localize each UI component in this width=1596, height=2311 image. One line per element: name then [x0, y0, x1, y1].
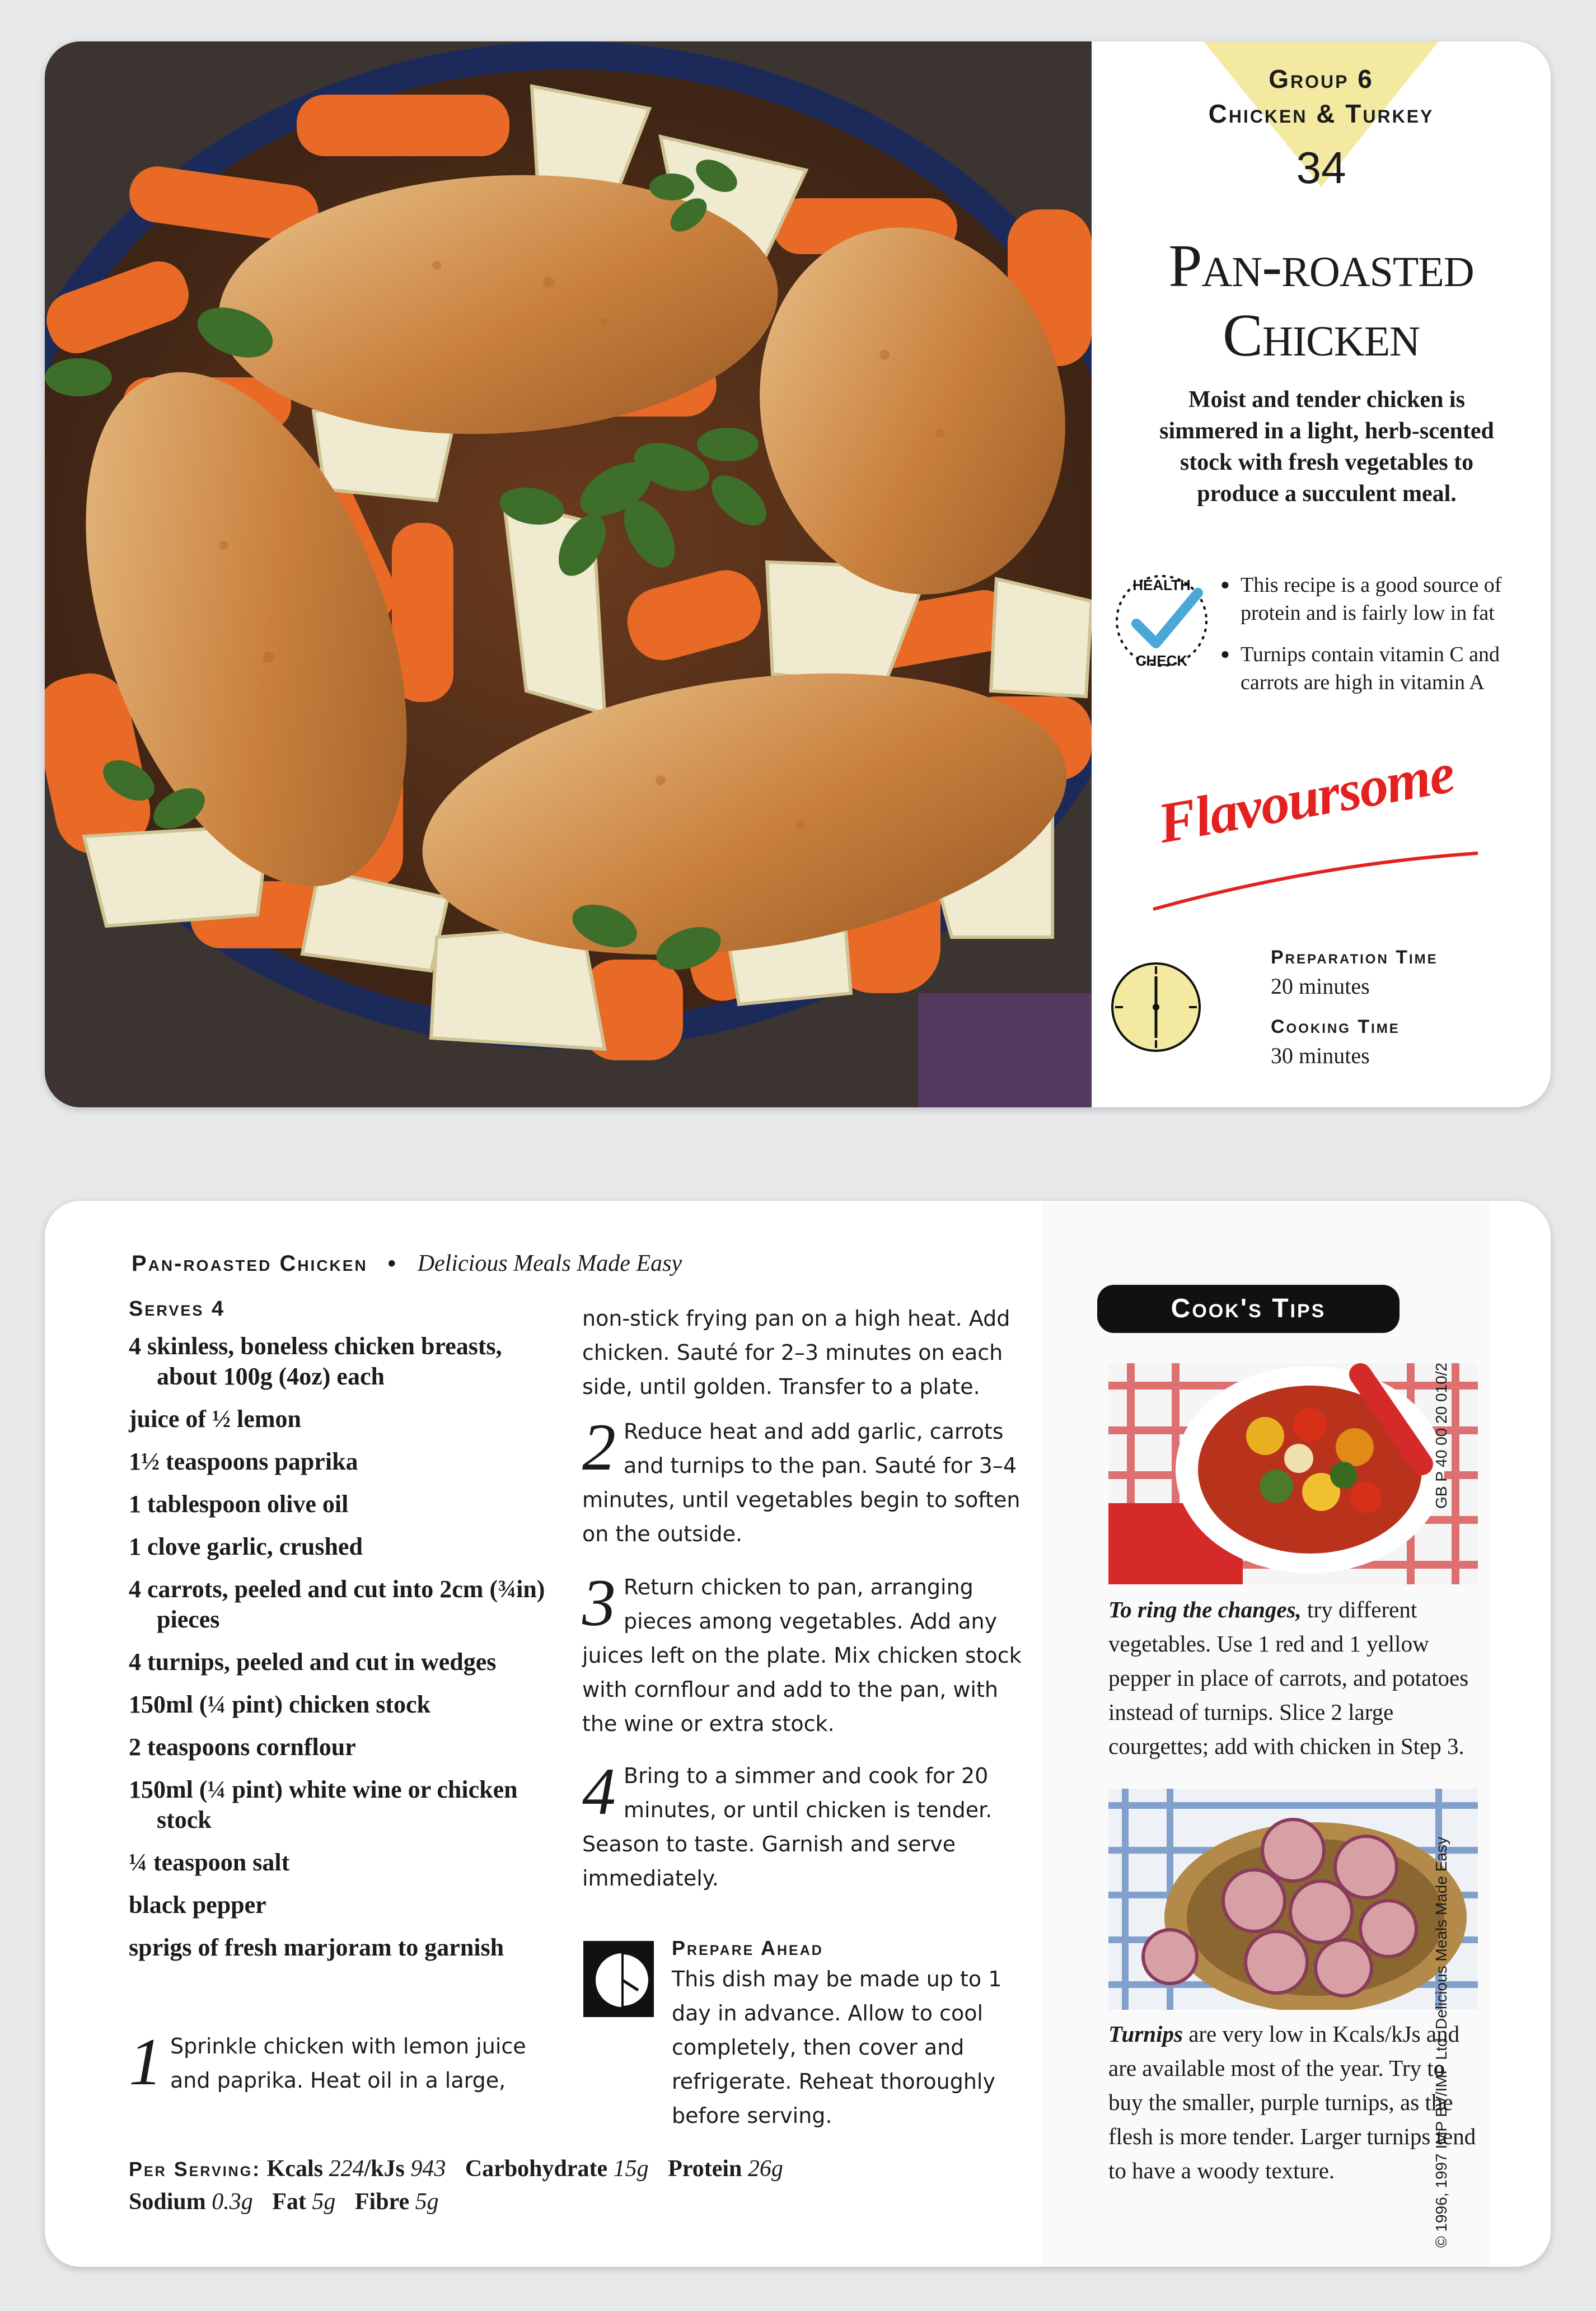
step-number: 1 — [129, 2024, 162, 2099]
method-step-2 — [582, 1410, 1024, 1551]
back-header-title: Pan-roasted Chicken — [132, 1251, 368, 1276]
step-text: Reduce heat and add garlic, carrots and turnips to the pan. Sauté for 3–4 minutes, until vegetables begin to soften on the outside. — [582, 1419, 1021, 1546]
health-point: ● Turnips contain vitamin C and carrots are high in vitamin A — [1220, 640, 1523, 696]
series-name: Delicious Meals Made Easy — [417, 1251, 682, 1276]
front-info-panel — [1092, 41, 1551, 1107]
health-label-top: HEALTH — [1132, 577, 1191, 593]
turnips-basket-image — [1108, 1789, 1478, 2010]
ingredient: 4 skinless, boneless chicken breasts, about 100g (4oz) each — [129, 1332, 502, 1390]
prepare-ahead-title: Prepare Ahead — [672, 1936, 823, 1959]
back-header — [132, 1250, 682, 1277]
dish-photo — [45, 41, 1092, 1107]
product-code — [1425, 1285, 1458, 1509]
prepare-ahead-body: This dish may be made up to 1 day in advance. Allow to cool completely, then cover and refrigerate. Reheat thoroughly before serving. — [672, 1967, 1002, 2128]
kcals-label: Kcals — [266, 2156, 323, 2182]
ingredient: 1½ teaspoons paprika — [129, 1448, 358, 1475]
tip-1-body: try different vegetables. Use 1 red and 1 yellow pepper in place of carrots, and potatoes instead of turnips. Slice 2 large courgettes; add with chicken in Step 3. — [1108, 1597, 1469, 1759]
cook-time — [1271, 1012, 1400, 1070]
sodium-label: Sodium — [129, 2189, 206, 2215]
recipe-intro: Moist and tender chicken is simmered in a light, herb-scented stock with fresh vegetables to produce a succulent meal. — [1159, 387, 1494, 507]
ingredient: black pepper — [129, 1891, 266, 1919]
copyright — [1425, 1733, 1458, 2248]
health-check-icon — [1108, 568, 1215, 674]
ingredient: 1 clove garlic, crushed — [129, 1533, 363, 1560]
ingredient: ¼ teaspoon salt — [129, 1849, 290, 1876]
cook-time-value: 30 minutes — [1271, 1043, 1370, 1068]
flavour-swoosh-icon — [1148, 848, 1483, 915]
ingredient: 150ml (¼ pint) chicken stock — [129, 1691, 430, 1718]
serves: Serves 4 — [129, 1297, 226, 1321]
prep-time-value: 20 minutes — [1271, 974, 1370, 999]
ingredient: 1 tablespoon olive oil — [129, 1490, 349, 1518]
prep-time — [1271, 943, 1438, 1001]
method-step-1 — [129, 2024, 565, 2099]
kcals-value: 224 — [329, 2156, 364, 2182]
recipe-card-back — [45, 1201, 1551, 2267]
ingredient: sprigs of fresh marjoram to garnish — [129, 1934, 504, 1961]
ingredient: juice of ½ lemon — [129, 1405, 301, 1433]
category-label: Chicken & Turkey — [1208, 99, 1434, 128]
carb-label: Carbohydrate — [465, 2156, 608, 2182]
method-step-1-continued — [582, 1302, 1024, 1404]
nutrition-label: Per Serving: — [129, 2158, 261, 2181]
dish-illustration — [45, 41, 1092, 1107]
fibre-value: 5g — [415, 2189, 439, 2215]
product-code-text: GB P 40 00 20 010/2 — [1433, 1362, 1450, 1509]
tip-1-lead: To ring the changes, — [1108, 1597, 1302, 1622]
step-text: Return chicken to pan, arranging pieces among vegetables. Add any juices left on the plate. Mix chicken stock with cornflour and add to the pan, with the wine or extra stock. — [582, 1575, 1022, 1736]
ingredient: 4 turnips, peeled and cut in wedges — [129, 1648, 497, 1676]
ingredient: 4 carrots, peeled and cut into 2cm (¾in) pieces — [129, 1575, 545, 1633]
step-number: 3 — [582, 1565, 616, 1640]
kj-value: 943 — [410, 2156, 446, 2182]
sodium-value: 0.3g — [212, 2189, 253, 2215]
step-text: Bring to a simmer and cook for 20 minutes, or until chicken is tender. Season to taste. Garnish and serve immediately. — [582, 1763, 993, 1891]
fat-label: Fat — [272, 2189, 306, 2215]
ingredient: 2 teaspoons cornflour — [129, 1733, 356, 1761]
step-number: 2 — [582, 1410, 616, 1484]
fibre-label: Fibre — [354, 2189, 410, 2215]
recipe-card-front — [45, 41, 1551, 1107]
protein-label: Protein — [668, 2156, 742, 2182]
health-label-bottom: CHECK — [1135, 652, 1188, 669]
tip-2-lead: Turnips — [1108, 2021, 1183, 2047]
protein-value: 26g — [747, 2156, 783, 2182]
title-line-2: Chicken — [1222, 302, 1420, 369]
clock-icon — [1108, 960, 1204, 1055]
tip-1 — [1108, 1593, 1478, 1763]
tip-2-body: are very low in Kcals/kJs and are available most of the year. Try to buy the smaller, purple turnips, as the flesh is more tender. Larger turnips tend to have a woody texture. — [1108, 2021, 1476, 2183]
tip-2 — [1108, 2017, 1478, 2188]
peppers-dish-image — [1108, 1363, 1478, 1584]
nutrition-info — [129, 2153, 1024, 2218]
ingredients-list — [129, 1290, 560, 1975]
step-text: Sprinkle chicken with lemon juice and paprika. Heat oil in a large, — [170, 2034, 526, 2093]
health-points — [1220, 571, 1523, 710]
fat-value: 5g — [312, 2189, 336, 2215]
cook-time-label: Cooking Time — [1271, 1016, 1400, 1037]
recipe-title — [1092, 232, 1551, 371]
ingredient: 150ml (¼ pint) white wine or chicken stock — [129, 1776, 518, 1833]
flavour-badge: Flavoursome — [1153, 741, 1459, 856]
health-point: ● This recipe is a good source of protein and is fairly low in fat — [1220, 571, 1523, 627]
separator-dot: • — [387, 1251, 397, 1276]
group-label: Group 6 — [1269, 64, 1374, 93]
prepare-ahead-text — [582, 1962, 1024, 2133]
method-step-4 — [582, 1754, 1024, 1896]
title-line-1: Pan-roasted — [1168, 233, 1474, 300]
recipe-number: 34 — [1296, 143, 1346, 193]
copyright-text: © 1996, 1997 IMP BV/IMP Ltd. Delicious Meals Made Easy — [1433, 1837, 1450, 2248]
carb-value: 15g — [613, 2156, 649, 2182]
method-step-3 — [582, 1565, 1024, 1741]
cooks-tips-title: Cook's Tips — [1097, 1285, 1400, 1333]
kj-label: /kJs — [364, 2156, 405, 2182]
step-text: non-stick frying pan on a high heat. Add chicken. Sauté for 2–3 minutes on each side, until golden. Transfer to a plate. — [582, 1306, 1010, 1399]
cooks-tips-panel — [1041, 1201, 1489, 2267]
prep-time-label: Preparation Time — [1271, 947, 1438, 968]
step-number: 4 — [582, 1754, 616, 1828]
